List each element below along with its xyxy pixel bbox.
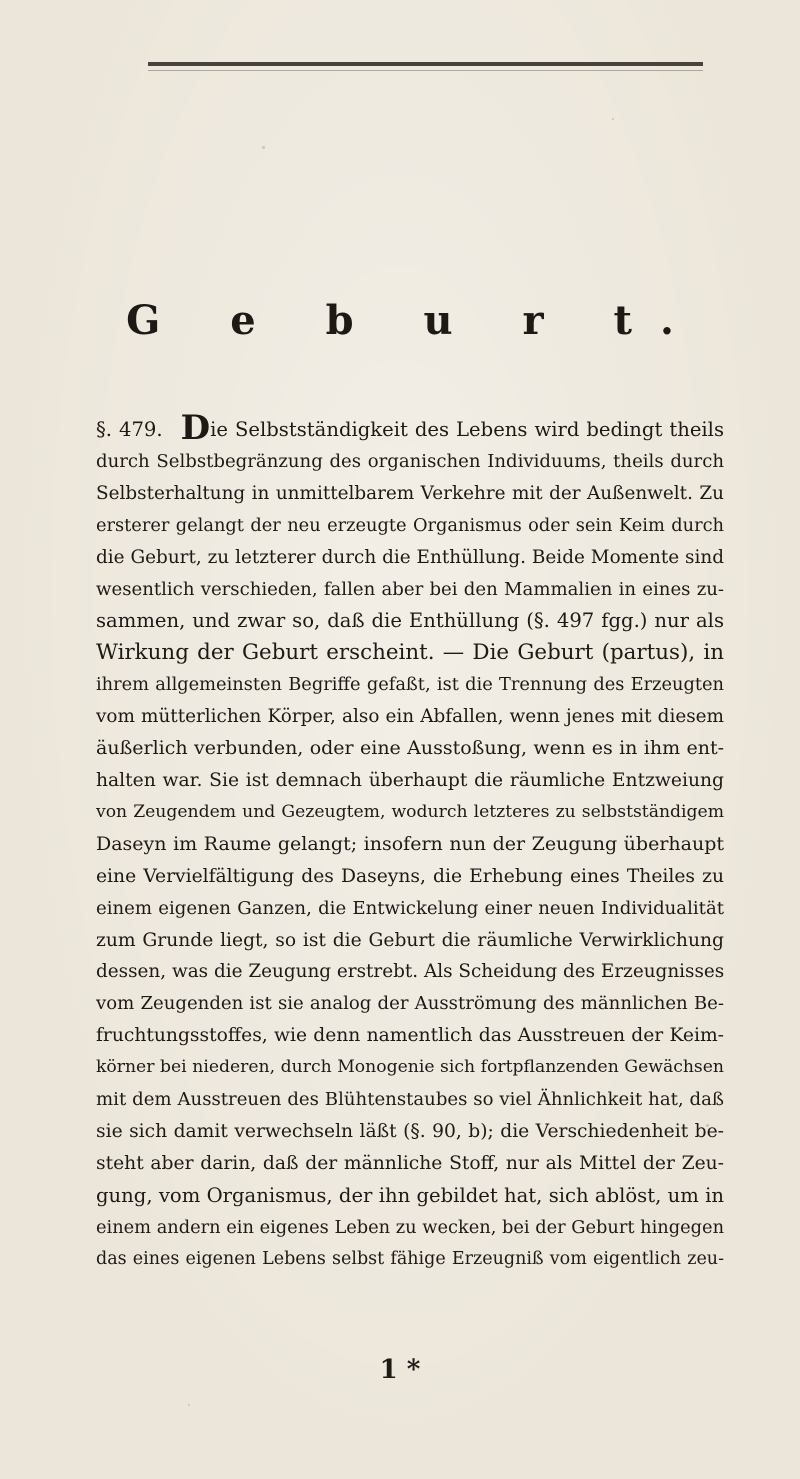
text-line: steht aber darin, daß der männliche Stoff, nur als Mittel der Zeu- (96, 1152, 724, 1174)
text-line: Selbsterhaltung in unmittelbarem Verkehre mit der Außenwelt. Zu (96, 482, 724, 504)
text-line: vom mütterlichen Körper, also ein Abfallen, wenn jenes mit diesem (96, 706, 724, 728)
text-line: fruchtungsstoffes, wie denn namentlich das Ausstreuen der Keim- (96, 1025, 724, 1047)
text-line: von Zeugendem und Gezeugtem, wodurch letzteres zu selbstständigem (96, 801, 724, 822)
text-line: die Geburt, zu letzterer durch die Enthüllung. Beide Momente sind (96, 546, 724, 568)
paragraph-number: §. 479. (96, 418, 163, 441)
text-line: durch Selbstbegränzung des organischen Individuums, theils durch (96, 450, 724, 472)
text-line: ihrem allgemeinsten Begriffe gefaßt, ist die Trennung des Erzeugten (96, 674, 724, 696)
text-line: körner bei niederen, durch Monogenie sich fortpflanzenden Gewächsen (96, 1057, 724, 1078)
paper-speck (262, 146, 265, 149)
text-line: zum Grunde liegt, so ist die Geburt die räumliche Verwirklichung (96, 929, 724, 951)
text-line: eine Vervielfältigung des Daseyns, die Erhebung eines Theiles zu (96, 865, 724, 887)
top-rule-thin (148, 70, 703, 71)
drop-cap: D (180, 408, 211, 448)
text-line: vom Zeugenden ist sie analog der Ausströmung des männlichen Be- (96, 993, 724, 1015)
text-line (96, 408, 724, 448)
text-line: sie sich damit verwechseln läßt (§. 90, b); die Verschiedenheit be- (96, 1120, 724, 1142)
text-line: Wirkung der Geburt erscheint. — Die Geburt (partus), in (96, 640, 724, 666)
top-rule (148, 62, 703, 66)
text-line: ersterer gelangt der neu erzeugte Organismus oder sein Keim durch (96, 514, 724, 536)
text-line: halten war. Sie ist demnach überhaupt die räumliche Entzweiung (96, 769, 724, 791)
signature-mark: 1 * (379, 1355, 421, 1385)
paper-speck (188, 1404, 190, 1406)
text-line: einem eigenen Ganzen, die Entwickelung einer neuen Individualität (96, 897, 724, 919)
paper-speck (612, 118, 614, 120)
text-line: Daseyn im Raume gelangt; insofern nun der Zeugung überhaupt (96, 832, 724, 855)
page-title: G e b u r t. (126, 297, 702, 344)
text-line: sammen, und zwar so, daß die Enthüllung (§. 497 fgg.) nur als (96, 609, 724, 633)
body-text (96, 408, 725, 1275)
text-line: das eines eigenen Lebens selbst fähige Erzeugniß vom eigentlich zeu- (96, 1248, 724, 1269)
text-line: gung, vom Organismus, der ihn gebildet hat, sich ablöst, um in (96, 1183, 724, 1207)
text-line: einem andern ein eigenes Leben zu wecken, bei der Geburt hingegen (96, 1216, 725, 1238)
line-text: ie Selbstständigkeit des Lebens wird bedingt theils (210, 418, 724, 441)
text-line: dessen, was die Zeugung erstrebt. Als Scheidung des Erzeugnisses (96, 961, 725, 983)
text-line: mit dem Ausstreuen des Blühtenstaubes so viel Ähnlichkeit hat, daß (96, 1089, 724, 1111)
text-line: wesentlich verschieden, fallen aber bei den Mammalien in eines zu- (96, 578, 724, 600)
text-line: äußerlich verbunden, oder eine Ausstoßung, wenn es in ihm ent- (96, 737, 724, 760)
